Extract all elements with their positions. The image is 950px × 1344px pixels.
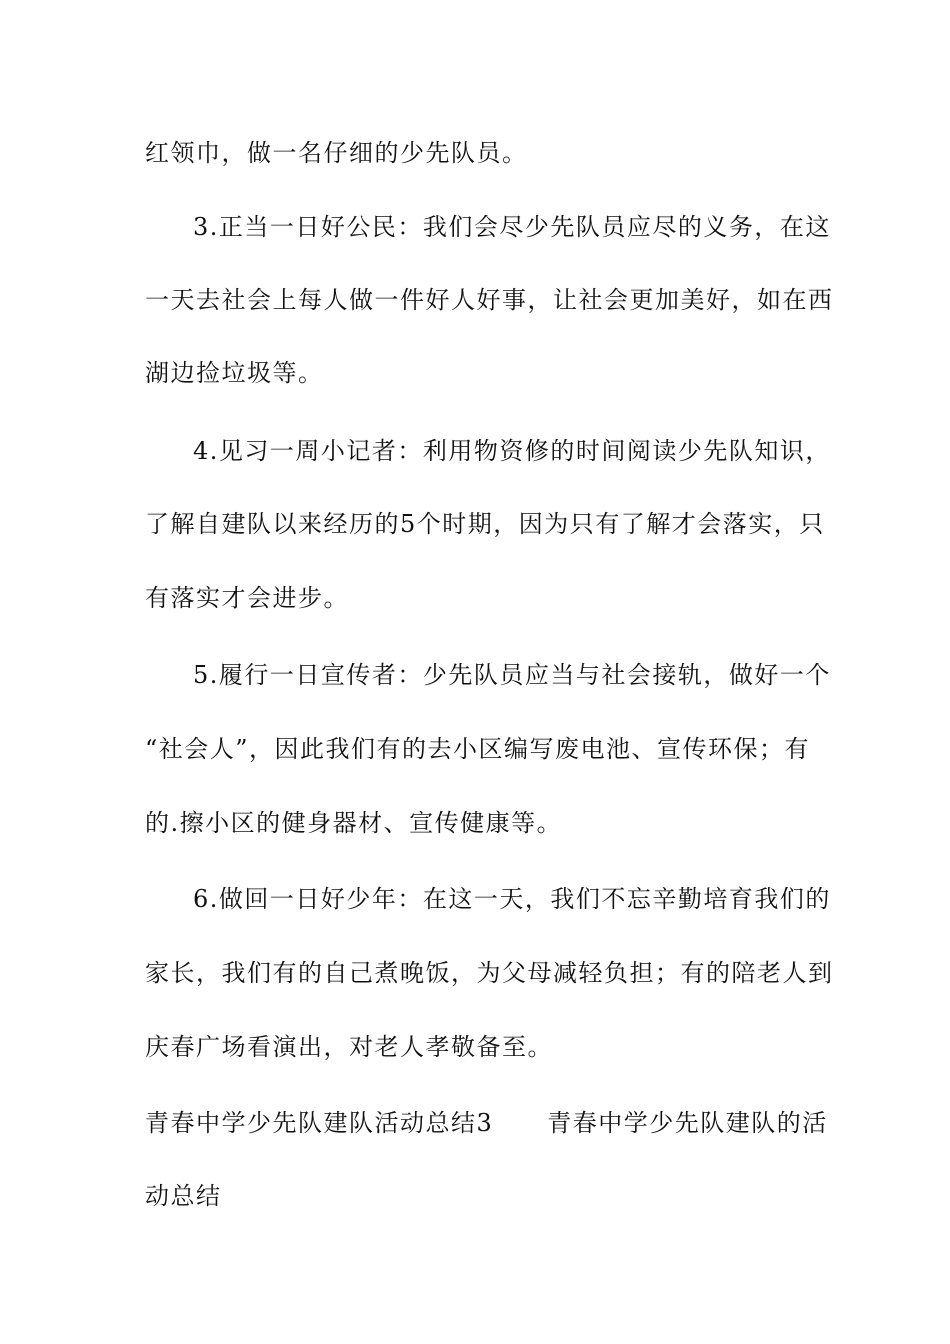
paragraph-line: “社会人”，因此我们有的去小区编写废电池、宣传环保；有 bbox=[145, 735, 811, 763]
section-subtitle: 青春中学少先队建队的活 bbox=[547, 1109, 828, 1137]
paragraph-line: 红领巾，做一名仔细的少先队员。 bbox=[145, 139, 528, 167]
paragraph-line: 的.擦小区的健身器材、宣传健康等。 bbox=[145, 809, 563, 837]
section-heading bbox=[145, 1108, 828, 1138]
list-item-3-line: 3.正当一日好公民：我们会尽少先队员应尽的义务，在这 bbox=[193, 213, 831, 241]
paragraph-line: 有落实才会进步。 bbox=[145, 584, 349, 612]
section-title: 青春中学少先队建队活动总结3 bbox=[145, 1109, 494, 1137]
paragraph-line: 一天去社会上每人做一件好人好事，让社会更加美好，如在西 bbox=[145, 286, 834, 314]
list-item-4-line: 4.见习一周小记者：利用物资修的时间阅读少先队知识， bbox=[193, 437, 831, 465]
list-item-6-line: 6.做回一日好少年：在这一天，我们不忘辛勤培育我们的 bbox=[193, 885, 831, 913]
list-item-5-line: 5.履行一日宣传者：少先队员应当与社会接轨，做好一个 bbox=[193, 661, 831, 689]
section-subtitle-continuation: 动总结 bbox=[145, 1182, 222, 1210]
paragraph-line: 庆春广场看演出，对老人孝敬备至。 bbox=[145, 1033, 553, 1061]
paragraph-line: 湖边捡垃圾等。 bbox=[145, 359, 324, 387]
paragraph-line: 了解自建队以来经历的5个时期，因为只有了解才会落实，只 bbox=[145, 510, 825, 538]
paragraph-line: 家长，我们有的自己煮晚饭，为父母减轻负担；有的陪老人到 bbox=[145, 959, 834, 987]
